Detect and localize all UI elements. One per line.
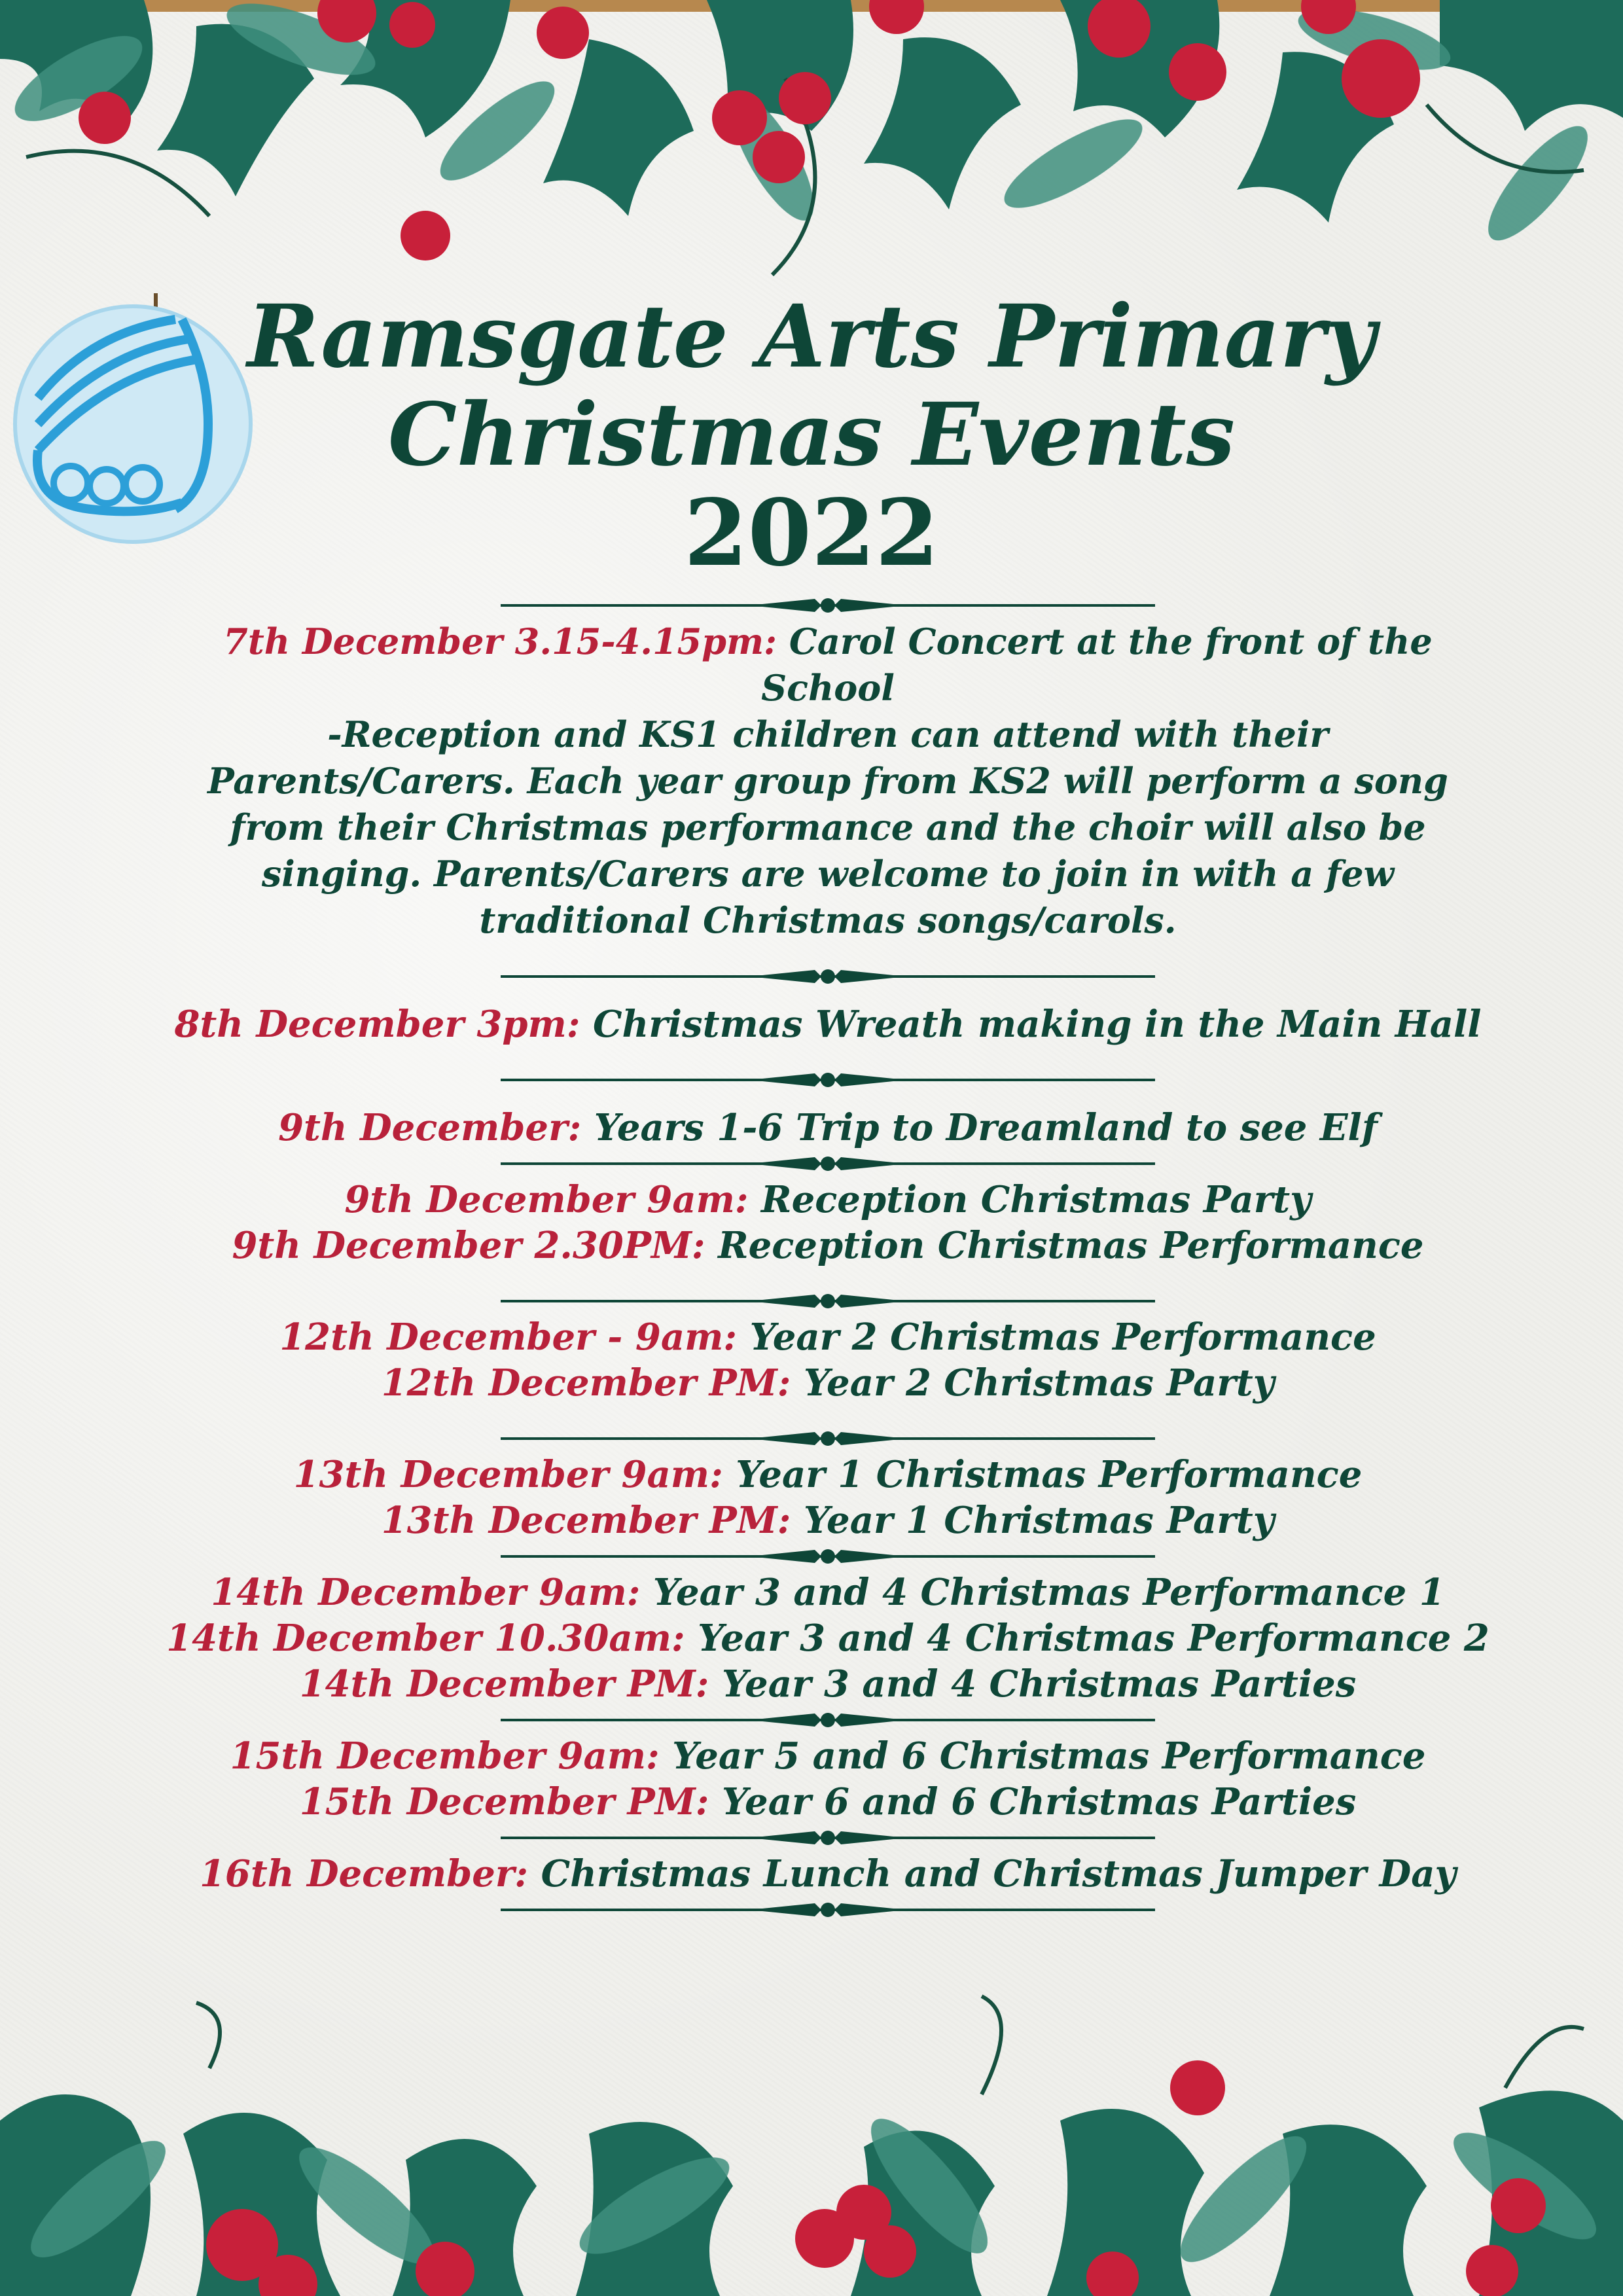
event-description: Carol Concert at the front of the School bbox=[761, 620, 1433, 709]
event-year1-performance bbox=[164, 1452, 1492, 1498]
ornament-divider bbox=[501, 1151, 1155, 1177]
event-date: 7th December 3.15-4.15pm: bbox=[223, 620, 777, 662]
event-date: 12th December - 9am: bbox=[279, 1316, 738, 1359]
title-line-2: Christmas Events bbox=[387, 384, 1236, 486]
ornament-divider bbox=[501, 1825, 1155, 1851]
event-christmas-lunch bbox=[164, 1851, 1492, 1897]
event-reception-performance bbox=[164, 1223, 1492, 1268]
event-description: Year 2 Christmas Performance bbox=[737, 1316, 1376, 1359]
event-date: 8th December 3pm: bbox=[174, 1003, 580, 1046]
event-year56-performance bbox=[164, 1733, 1492, 1779]
event-date: 9th December: bbox=[278, 1106, 582, 1149]
event-date: 13th December 9am: bbox=[293, 1453, 723, 1496]
event-description: Year 1 Christmas Party bbox=[791, 1499, 1275, 1542]
event-date: 13th December PM: bbox=[381, 1499, 791, 1542]
title-line-1: Ramsgate Arts Primary bbox=[247, 286, 1376, 387]
event-year2-performance bbox=[164, 1314, 1492, 1360]
ornament-divider bbox=[501, 1288, 1155, 1314]
event-reception-party bbox=[164, 1177, 1492, 1223]
event-description: Reception Christmas Performance bbox=[705, 1224, 1424, 1267]
ornament-divider bbox=[501, 1543, 1155, 1570]
event-date: 15th December 9am: bbox=[230, 1734, 660, 1778]
event-date: 12th December PM: bbox=[381, 1361, 791, 1405]
ornament-divider bbox=[501, 592, 1155, 619]
title-year: 2022 bbox=[684, 480, 939, 587]
holly-garland-bottom bbox=[0, 1990, 1623, 2296]
event-year34-performance-1 bbox=[164, 1570, 1492, 1615]
events-list bbox=[164, 592, 1492, 1923]
event-date: 15th December PM: bbox=[299, 1780, 709, 1823]
event-date: 9th December 9am: bbox=[344, 1178, 749, 1221]
event-description: Reception Christmas Party bbox=[748, 1178, 1311, 1221]
ornament-divider bbox=[501, 963, 1155, 990]
event-description: Year 6 and 6 Christmas Parties bbox=[709, 1780, 1357, 1823]
ornament-divider bbox=[501, 1897, 1155, 1923]
event-year34-parties bbox=[164, 1661, 1492, 1707]
event-description: Christmas Lunch and Christmas Jumper Day bbox=[528, 1852, 1457, 1895]
event-description: Year 2 Christmas Party bbox=[791, 1361, 1275, 1405]
event-description: Christmas Wreath making in the Main Hall bbox=[580, 1003, 1482, 1046]
ornament-divider bbox=[501, 1426, 1155, 1452]
event-dreamland-trip bbox=[164, 1105, 1492, 1151]
event-date: 14th December 9am: bbox=[211, 1571, 641, 1614]
event-description-line: from their Christmas performance and the choir will also be bbox=[230, 806, 1426, 848]
event-date: 14th December PM: bbox=[299, 1662, 709, 1706]
event-description: Years 1-6 Trip to Dreamland to see Elf bbox=[581, 1106, 1378, 1149]
event-date: 9th December 2.30PM: bbox=[232, 1224, 705, 1267]
event-date: 16th December: bbox=[199, 1852, 529, 1895]
event-description: Year 1 Christmas Performance bbox=[722, 1453, 1363, 1496]
event-description-line: -Reception and KS1 children can attend with their bbox=[327, 713, 1329, 755]
event-year56-parties bbox=[164, 1779, 1492, 1825]
event-description-line: singing. Parents/Carers are welcome to join in with a few bbox=[261, 853, 1395, 895]
ornament-divider bbox=[501, 1707, 1155, 1733]
event-wreath-making bbox=[164, 1001, 1492, 1047]
event-carol-concert bbox=[167, 619, 1489, 944]
event-date: 14th December 10.30am: bbox=[166, 1617, 685, 1660]
event-description-line: traditional Christmas songs/carols. bbox=[479, 899, 1177, 941]
event-description: Year 3 and 4 Christmas Performance 1 bbox=[640, 1571, 1445, 1614]
event-year1-party bbox=[164, 1498, 1492, 1543]
event-description-line: Parents/Carers. Each year group from KS2 will perform a song bbox=[207, 760, 1448, 802]
holly-garland-top bbox=[0, 0, 1623, 301]
event-year2-party bbox=[164, 1360, 1492, 1406]
event-description: Year 3 and 4 Christmas Parties bbox=[709, 1662, 1357, 1706]
event-description: Year 5 and 6 Christmas Performance bbox=[659, 1734, 1426, 1778]
ornament-divider bbox=[501, 1067, 1155, 1093]
event-year34-performance-2 bbox=[164, 1615, 1492, 1661]
event-description: Year 3 and 4 Christmas Performance 2 bbox=[685, 1617, 1489, 1660]
